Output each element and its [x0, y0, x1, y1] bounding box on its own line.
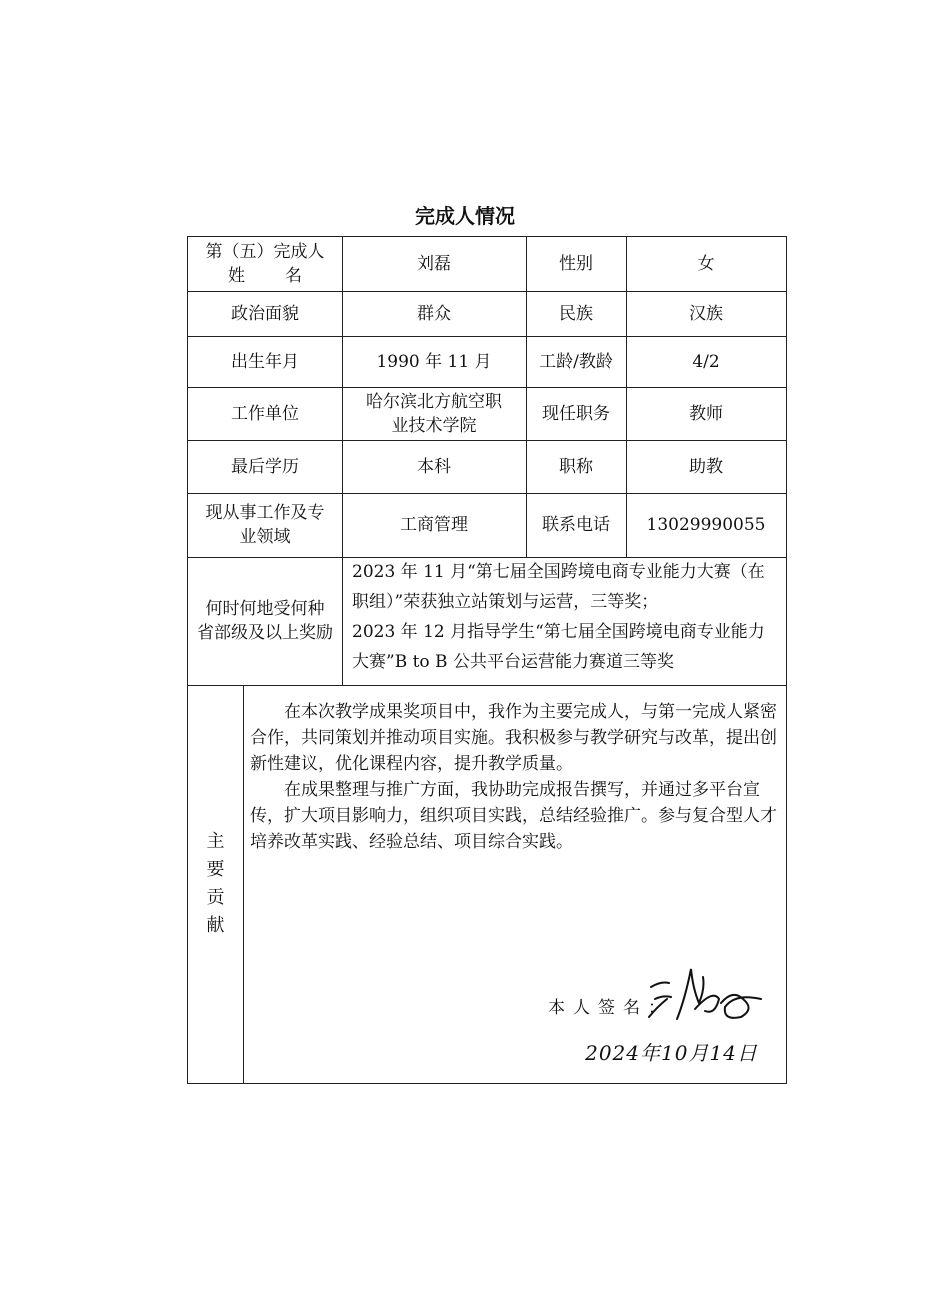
field-label-line-2: 业领域 [239, 527, 291, 547]
rank-name-label [188, 237, 342, 291]
handwritten-signature-icon [643, 959, 773, 1029]
field-label-line-1: 现从事工作及专 [205, 503, 325, 523]
contribution-paragraph: 在本次教学成果奖项目中，我作为主要完成人，与第一完成人紧密合作，共同策划并推动项目实施。我积极参与教学研究与改革，提出创新性建议，优化课程内容，提升教学质量。 [250, 702, 777, 774]
date-text: 2024年10月14日 [585, 1041, 758, 1065]
birth-value: 1990 年 11 月 [376, 351, 492, 372]
years-label: 工龄/教龄 [539, 351, 613, 372]
awards-line: 2023 年 12 月指导学生“第七届全国跨境电商专业能力 [352, 622, 765, 642]
ethnicity-value: 汉族 [689, 303, 723, 324]
gender-label: 性别 [559, 254, 593, 274]
work-unit-value [342, 387, 526, 440]
politics-label: 政治面貌 [231, 303, 299, 324]
gender-value: 女 [697, 254, 715, 274]
work-unit-line-1: 哈尔滨北方航空职 [366, 391, 502, 412]
birth-label: 出生年月 [231, 351, 299, 372]
awards-line: 大赛”B to B 公共平台运营能力赛道三等奖 [352, 652, 674, 672]
contribution-label-char: 贡 [206, 887, 225, 908]
awards-label [188, 557, 342, 685]
awards-label-line-2: 省部级及以上奖励 [197, 623, 333, 643]
rank-label: 第（五）完成人 [205, 242, 325, 262]
field-label [188, 493, 342, 557]
work-unit-label: 工作单位 [231, 403, 299, 424]
title-label: 职称 [559, 456, 593, 477]
education-label: 最后学历 [231, 456, 299, 477]
work-unit-line-2: 业技术学院 [391, 415, 477, 436]
contribution-label-char: 献 [206, 915, 225, 936]
contribution-label [188, 685, 243, 1083]
awards-line: 2023 年 11 月“第七届全国跨境电商专业能力大赛（在 [352, 562, 765, 582]
position-label: 现任职务 [542, 403, 610, 424]
name-label: 姓名 [228, 266, 342, 286]
ethnicity-label: 民族 [559, 303, 593, 324]
field-value: 工商管理 [400, 515, 468, 535]
signature-label: 本人签名： [548, 998, 673, 1018]
politics-value: 群众 [417, 303, 451, 324]
phone-label: 联系电话 [542, 515, 610, 535]
education-value: 本科 [417, 456, 451, 477]
contribution-paragraph: 在成果整理与推广方面，我协助完成报告撰写，并通过多平台宣传，扩大项目影响力，组织项目实践，总结经验推广。参与复合型人才培养改革实践、经验总结、项目综合实践。 [250, 780, 777, 852]
name-value: 刘磊 [417, 254, 451, 274]
awards-line: 职组）”荣获独立站策划与运营，三等奖； [352, 592, 659, 612]
phone-value: 13029990055 [646, 515, 766, 535]
contribution-label-char: 主 [206, 831, 225, 852]
contribution-label-char: 要 [206, 859, 225, 880]
awards-value [342, 557, 786, 685]
page-title: 完成人情况 [415, 204, 515, 228]
years-value: 4/2 [692, 351, 720, 372]
completion-person-table [187, 236, 787, 1084]
contribution-text [250, 699, 780, 855]
awards-label-line-1: 何时何地受何种 [205, 599, 325, 619]
title-value: 助教 [689, 456, 723, 477]
handwritten-date [580, 1037, 758, 1066]
position-value: 教师 [689, 403, 723, 424]
